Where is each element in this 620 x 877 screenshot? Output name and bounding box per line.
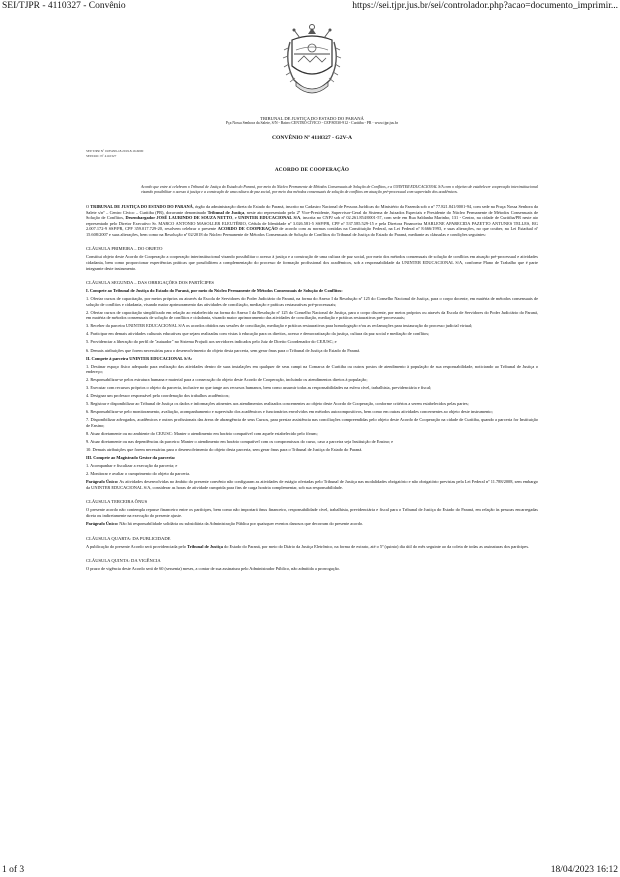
clause-heading: CLÁUSULA PRIMEIRA – DO OBJETO (86, 246, 163, 252)
court-address: Pça Nossa Senhora da Salete, S/N - Bairro CENTRO CÍVICO - CEP 80530-912 - Curitiba - PR - www.tjpr.jus.br (225, 121, 399, 126)
list-item: 6. Responsabilizar-se pelo monitoramento, avaliação, acompanhamento e supervisão dos acadêmicos e funcionários envolvidos em métodos autocompositivos, bem como em outras atividades concernentes ao objeto deste instrumento; (86, 409, 493, 415)
list-item: 1. Destinar espaço físico adequado para realização das atividades dentro de suas instalações em qualquer de seus campi na Comarca de Curitiba ou outros postos de atendimento à população de sua responsabilidade, noticiando ao Tribunal de Justiça o endereço; (86, 363, 538, 375)
preamble-run: , órgão da administração direta do Estado do Paraná, inscrito no Cadastro Nacional de Pessoas Jurídicas do Ministério da Fazenda sob o nº 77.821.841/0001-94, com sede na Praça Nossa Senhora da Salete s/nº – Centro Cívico – Curitiba (PR), doravante denominado (86, 204, 538, 215)
sei-process-number: SEI!TJPR Nº 0185299-18.2019.8.16.6000 (86, 149, 144, 154)
list-item: 4. Designar um professor responsável pela coordenação dos trabalhos acadêmicos; (86, 393, 230, 399)
preamble-run: , neste ato representado pelo 2º Vice-Presidente, Supervisor-Geral do Sistema de Juizados Especiais e Presidente do Núcleo Permanente de Métodos Consensuais de Solução de Conflitos, (86, 209, 539, 221)
document-tab-title: SEI/TJPR - 4110327 - Convênio (2, 1, 126, 11)
preamble-paragraph (86, 204, 538, 237)
section-title: III. Compete ao Magistrado Gestor da parceria: (86, 455, 176, 461)
parana-coat-of-arms-icon (282, 22, 342, 112)
preamble-run: UNINTER EDUCACIONAL S/A (238, 215, 301, 221)
preamble-run: TRIBUNAL DE JUSTIÇA DO ESTADO DO PARANÁ (90, 204, 193, 210)
list-item: 6. Demais atribuições que forem necessárias para o desenvolvimento do objeto desta parceria, sem gerar ônus para o Tribunal de Justiça do Estado do Paraná. (86, 347, 361, 353)
browser-print-header (0, 0, 620, 14)
court-header (86, 116, 538, 127)
document-page (86, 22, 538, 572)
browser-print-footer (0, 863, 620, 877)
list-item: 5. Providenciar a liberação do perfil de "autuador" no Sistema Projudi aos servidores indicados pelo Juiz de Direito Coordenador do CEJUSC; e (86, 339, 337, 345)
court-name: TRIBUNAL DE JUSTIÇA DO ESTADO DO PARANÁ (260, 116, 364, 121)
list-item: 3. Receber da parceira UNINTER EDUCACIONAL S/A os acordos obtidos nas sessões de conciliação, mediação e práticas restaurativas para homologação e/ou as reclamações para instauração do processo judicial virtual; (86, 323, 473, 329)
list-item: 7. Disponibilizar advogados, acadêmicos e outros profissionais das áreas de abrangência de seus Cursos, para prestar assistência nas conciliações compreendidas pelo objeto deste Acordo de Cooperação na cidade de Curitiba, quando a parceria for Instituição de Ensino; (86, 417, 538, 428)
list-item: 9. Atuar diretamente ou nas dependências da parceira: Manter o atendimento em horário compatível com os compromissos do curso, caso a parceira seja Instituição de Ensino; e (86, 439, 394, 445)
clause-text: O prazo de vigência deste Acordo será de 60 (sessenta) meses, a contar de sua assinatura pelo Administrador Público, não admitida a prorrogação. (86, 566, 340, 572)
document-url: https://sei.tjpr.jus.br/sei/controlador.php?acao=documento_imprimir... (352, 1, 618, 11)
section-item-list (86, 364, 538, 453)
section-title: II. Compete à parceira UNINTER EDUCACIONAL S/A: (86, 355, 193, 361)
list-item: 1. Acompanhar e fiscalizar a execução da parceria; e (86, 463, 178, 469)
preamble-run: de acordo com as normas contidas na Constituição Federal, na Lei Federal nº 8.666/1993, e suas alterações, no que couber, na Lei Estadual nº 15.608/2007 e suas alterações, bem como na Resolução nº 02/2018 do Núcleo Permanente de Métodos Consensuais de Solução de Conflitos do Tribunal de Justiça do Estado do Paraná, mediante as cláusulas e condições seguintes: (86, 226, 538, 237)
preamble-run: ACORDO DE COOPERAÇÃO (217, 226, 278, 232)
document-title: CONVÊNIO Nº 4110327 - G2V-A (271, 134, 353, 141)
list-item: 2. Monitorar e avaliar o cumprimento do objeto da parceria. (86, 471, 191, 477)
clause-heading: CLÁUSULA TERCEIRA ÔNUS (86, 499, 148, 505)
list-item: 8. Atuar diretamente ou no ambiente do CEJUSC: Manter o atendimento em horário compatível com aquele estabelecido pelo fórum; (86, 431, 318, 437)
preamble-run: Desembargador JOSÉ LAURINDO DE SOUZA NETTO (125, 215, 233, 221)
list-item: 4. Participar em demais atividades culturais educativas que sejam realizadas com vistas à educação para os direitos, acesso e democratização da justiça, cultura da paz social e mediação de conflitos; (86, 331, 430, 337)
list-item: 2. Ofertar cursos de capacitação simplificado em relação ao estabelecido na forma do Anexo I da Resolução nº 125 do Conselho Nacional de Justiça, para o corpo discente, por meios próprios ou através da Escola de Servidores do Poder Judiciário do Paraná, em matéria de métodos consensuais de solução de conflitos e cidadania, visando maior aprimoramento das atividades de conciliação, mediação e práticas restaurativas pré-processuais; (86, 309, 538, 321)
list-item: 2. Responsabilizar-se pelos estrutura humana e material para a consecução do objeto deste Acordo de Cooperação, incluindo os atendimentos diretos à população; (86, 377, 368, 383)
section-item-list (86, 463, 538, 477)
preamble-run: O (86, 204, 91, 210)
paragraph-unico: Parágrafo Único: Não há responsabilidade solidária ou subsidiária da Administração Pública por quaisquer eventos danosos que decorram do presente acordo. (86, 521, 364, 527)
page-counter: 1 of 3 (2, 865, 25, 875)
section-item-list (86, 296, 538, 353)
section-title: I. Compete ao Tribunal de Justiça do Estado do Paraná, por meio do Núcleo Permanente de Métodos Consensuais de Solução de Conflitos: (86, 288, 343, 294)
clause-heading: CLÁUSULA QUINTA: DA VIGÊNCIA (86, 558, 161, 564)
preamble-run: , inscrita no CNPJ sob nº 02.261.854/0001-57, com sede em Rua Saldanha Marinho, 131 - Centro, na cidade de Curitiba/PR neste ato representado pelo Diretor Executivo Sr. MARCO ANTONIO MASOLLER ELEUTÉRIO, Cédula de Identidade nº 3.026.581-5 SSP/PR, CPF nº 537.585.529-15 e pela Diretora Financeira MARLENE APARECIDA PAZETTO ANTUNES TELLES, RG 2.007.172-9 SSP/PR, CPF 359.017.729-20, resolvem celebrar o presente (86, 215, 539, 232)
clause-heading: CLÁUSULA QUARTA: DA PUBLICIDADE (86, 535, 171, 541)
list-item: 1. Ofertar cursos de capacitação, por meios próprios ou através da Escola de Servidores do Poder Judiciário do Paraná, na forma do Anexo I da Resolução nº 125 do Conselho Nacional de Justiça, para o corpo docente, em matéria de métodos consensuais de solução de conflitos e cidadania, visando maior aprimoramento das atividades de conciliação, mediação e práticas restaurativas pré-processuais; (86, 296, 538, 307)
sei-doc-number: SEI!DOC Nº 4110327 (86, 153, 117, 158)
list-item: 10. Demais atribuições que forem necessárias para o desenvolvimento do objeto desta parceria, sem gerar ônus para o Tribunal de Justiça do Estado do Paraná. (86, 447, 363, 453)
agreement-title: ACORDO DE COOPERAÇÃO (274, 166, 350, 173)
clause-heading: CLÁUSULA SEGUNDA – DAS OBRIGAÇÕES DOS PARTÍCIPES (86, 280, 214, 286)
list-item: 5. Registrar e disponibilizar ao Tribunal de Justiça os dados e informações atinentes aos atendimentos realizados concernentes ao objeto deste Acordo de Cooperação, conforme critérios a serem estabelecidos pelas partes; (86, 401, 469, 407)
preamble-run: , e (232, 215, 239, 221)
ementa: Acordo que entre si celebram o Tribunal de Justiça do Estado do Paraná, por meio do Núcleo Permanente de Métodos Consensuais de Solução de Conflitos, e a UNINTER EDUCACIONAL S/A com o objetivo de estabelecer cooperação interinstitucional visando possibilitar o acesso à justiça e a construção de uma cultura de paz social, por meio dos métodos consensuais de solução de conflitos em atuação pré-processual com supervisão dos acadêmicos. (141, 185, 538, 195)
preamble-run: Tribunal de Justiça (207, 209, 245, 215)
document-meta (86, 149, 538, 157)
clause-text: O presente acordo não contempla repasse financeiro entre os partícipes, bem como não importará ônus financeiro, responsabilidade cível, trabalhista, previdenciária e fiscal para o Tribunal de Justiça do Estado do Paraná, em relação às pessoas encarregadas direta ou indiretamente na execução do presente ajuste. (86, 507, 538, 518)
clause-text: Constitui objeto deste Acordo de Cooperação a cooperação interinstitucional visando possibilitar o acesso à justiça e a construção de uma cultura de paz social, por meio dos métodos consensuais de solução de conflitos em atuação pré-processual e atividades cidadania, bem como proporcionar experiências práticas que possibilitem a complementação do processo de formação profissional dos acadêmicos, sob a responsabilidade da UNINTER EDUCACIONAL S/A, conforme Plano de Trabalho que é parte integrante deste instrumento. (86, 254, 538, 271)
clause-text: A publicação do presente Acordo será providenciada pelo Tribunal de Justiça do Estado do Paraná, por meio do Diário da Justiça Eletrônico, na forma de extrato, até o 5º (quinto) dia útil do mês seguinte ao da coleta de todas as assinaturas dos partícipes. (86, 543, 530, 549)
list-item: 3. Executar com recursos próprios o objeto da parceria, inclusive no que tange aos recursos humanos, bem como assumir todas as responsabilidades na esfera cível, trabalhista, previdenciária e fiscal; (86, 385, 432, 391)
print-datetime: 18/04/2023 16:12 (550, 865, 618, 875)
paragraph-unico: Parágrafo Único: As atividades desenvolvidas no âmbito do presente convênio não configuram as atividades de estágio ofertadas pelo Tribunal de Justiça nas modalidades obrigatório e não obrigatório previstas pela Lei Federal nº 11.788/2008, sem embargo da UNINTER EDUCACIONAL S/A, considerar as horas de atividade cumprida para fins de carga horária complementar, sob sua responsabilidade. (86, 479, 538, 490)
